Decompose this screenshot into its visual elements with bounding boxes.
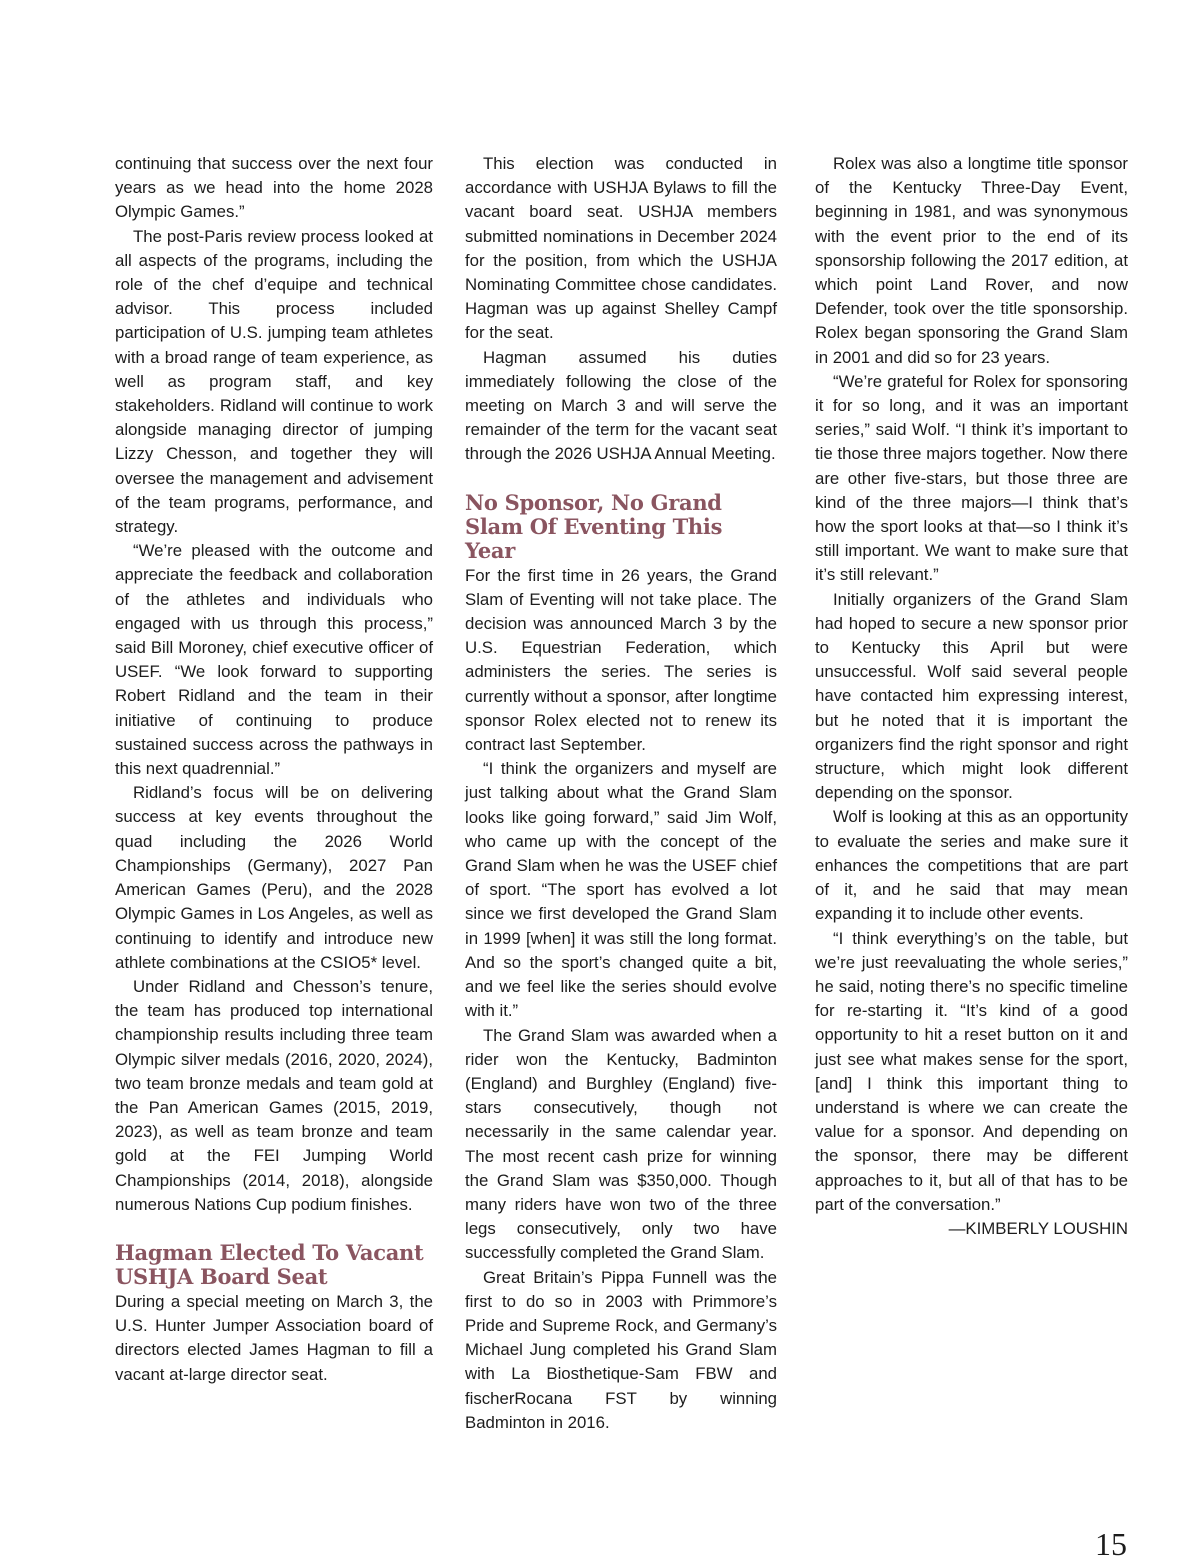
body-paragraph: For the first time in 26 years, the Grand Slam of Eventing will not take place. The decision was announced March 3 by the U.S. Equestrian Federation, which administers the series. The series is currently without a sponsor, after longtime sponsor Rolex elected not to renew its contract last September. xyxy=(465,565,777,755)
body-paragraph: Ridland’s focus will be on delivering success at key events throughout the quad including the 2026 World Championships (Germany), 2027 Pan American Games (Peru), and the 2028 Olympic Games in Los Angeles, as well as continuing to identify and introduce new athlete combinations at the CSIO5* level. xyxy=(115,783,433,972)
author-byline: —KIMBERLY LOUSHIN xyxy=(948,1218,1128,1238)
body-paragraph: Initially organizers of the Grand Slam had hoped to secure a new sponsor prior to Kentucky this April but were unsuccessful. Wolf said several people have contacted him expressing interest, but he noted that it is important the organizers find the right sponsor and right structure, which might look different depending on the sponsor. xyxy=(815,589,1128,803)
body-paragraph: Wolf is looking at this as an opportunity to evaluate the series and make sure it enhances the competitions that are part of it, and he said that may mean expanding it to include other events. xyxy=(815,807,1128,924)
column-1 xyxy=(115,152,433,1387)
body-paragraph: This election was conducted in accordance with USHJA Bylaws to fill the vacant board seat. USHJA members submitted nominations in December 2024 for the position, from which the USHJA Nominating Committee chose candidates. Hagman was up against Shelley Campf for the seat. xyxy=(465,154,777,343)
body-paragraph: The Grand Slam was awarded when a rider won the Kentucky, Badminton (England) and Burghley (England) five-stars consecutively, though not necessarily in the same calendar year. The most recent cash prize for winning the Grand Slam was $350,000. Though many riders have won two of the three legs consecutively, only two have successfully completed the Grand Slam. xyxy=(465,1025,777,1263)
column-3 xyxy=(815,152,1128,1241)
body-paragraph: “We’re grateful for Rolex for sponsoring it for so long, and it was an important series,” said Wolf. “I think it’s important to tie those three majors together. Now there are other five-stars, but those three are kind of the three majors—I think that’s how the sport looks at that—so I think it’s still important. We want to make sure that it’s still relevant.” xyxy=(815,371,1128,585)
section-heading: Hagman Elected To Vacant USHJA Board Seat xyxy=(115,1239,424,1289)
column-2 xyxy=(465,152,777,1435)
section-heading: No Sponsor, No Grand Slam Of Eventing This Year xyxy=(465,489,723,563)
body-paragraph: “We’re pleased with the outcome and appreciate the feedback and collaboration of the athletes and individuals who engaged with us through this process,” said Bill Moroney, chief executive officer of USEF. “We look forward to supporting Robert Ridland and the team in their initiative of continuing to produce sustained success across the pathways in this next quadrennial.” xyxy=(115,541,433,779)
body-paragraph: During a special meeting on March 3, the U.S. Hunter Jumper Association board of directors elected James Hagman to fill a vacant at-large director seat. xyxy=(115,1291,433,1384)
body-paragraph: “I think the organizers and myself are just talking about what the Grand Slam looks like going forward,” said Jim Wolf, who came up with the concept of the Grand Slam when he was the USEF chief of sport. “The sport has evolved a lot since we first developed the Grand Slam in 1999 [when] it was still the long format. And so the sport’s changed quite a bit, and we feel like the series should evolve with it.” xyxy=(465,759,777,1021)
body-paragraph: continuing that success over the next four years as we head into the home 2028 Olympic Games.” xyxy=(115,154,433,222)
page-number: 15 xyxy=(1095,1526,1127,1562)
body-paragraph: Hagman assumed his duties immediately following the close of the meeting on March 3 and will serve the remainder of the term for the vacant seat through the 2026 USHJA Annual Meeting. xyxy=(465,347,777,464)
body-paragraph: Rolex was also a longtime title sponsor of the Kentucky Three-Day Event, beginning in 1981, and was synonymous with the event prior to the end of its sponsorship following the 2017 edition, at which point Land Rover, and now Defender, took over the title sponsorship. Rolex began sponsoring the Grand Slam in 2001 and did so for 23 years. xyxy=(815,154,1128,367)
body-paragraph: “I think everything’s on the table, but we’re just reevaluating the whole series,” he said, noting there’s no specific timeline for re-starting it. “It’s kind of a good opportunity to hit a reset button on it and just see what makes sense for the sport, [and] I think this important thing to understand is where we can create the value for a sponsor. And depending on the sponsor, there may be different approaches to it, but all of that has to be part of the conversation.” xyxy=(815,928,1128,1214)
body-paragraph: The post-Paris review process looked at all aspects of the programs, including the role of the chef d’equipe and technical advisor. This process included participation of U.S. jumping team athletes with a broad range of team experience, as well as program staff, and key stakeholders. Ridland will continue to work alongside managing director of jumping Lizzy Chesson, and together they will oversee the management and advisement of the team programs, performance, and strategy. xyxy=(115,226,433,537)
body-paragraph: Under Ridland and Chesson’s tenure, the team has produced top international championship results including three team Olympic silver medals (2016, 2020, 2024), two team bronze medals and team gold at the Pan American Games (2015, 2019, 2023), as well as team bronze and team gold at the FEI Jumping World Championships (2014, 2018), alongside numerous Nations Cup podium finishes. xyxy=(115,976,433,1214)
body-paragraph: Great Britain’s Pippa Funnell was the first to do so in 2003 with Primmore’s Pride and Supreme Rock, and Germany’s Michael Jung completed his Grand Slam with La Biosthetique-Sam FBW and fischerRocana FST by winning Badminton in 2016. xyxy=(465,1267,777,1432)
